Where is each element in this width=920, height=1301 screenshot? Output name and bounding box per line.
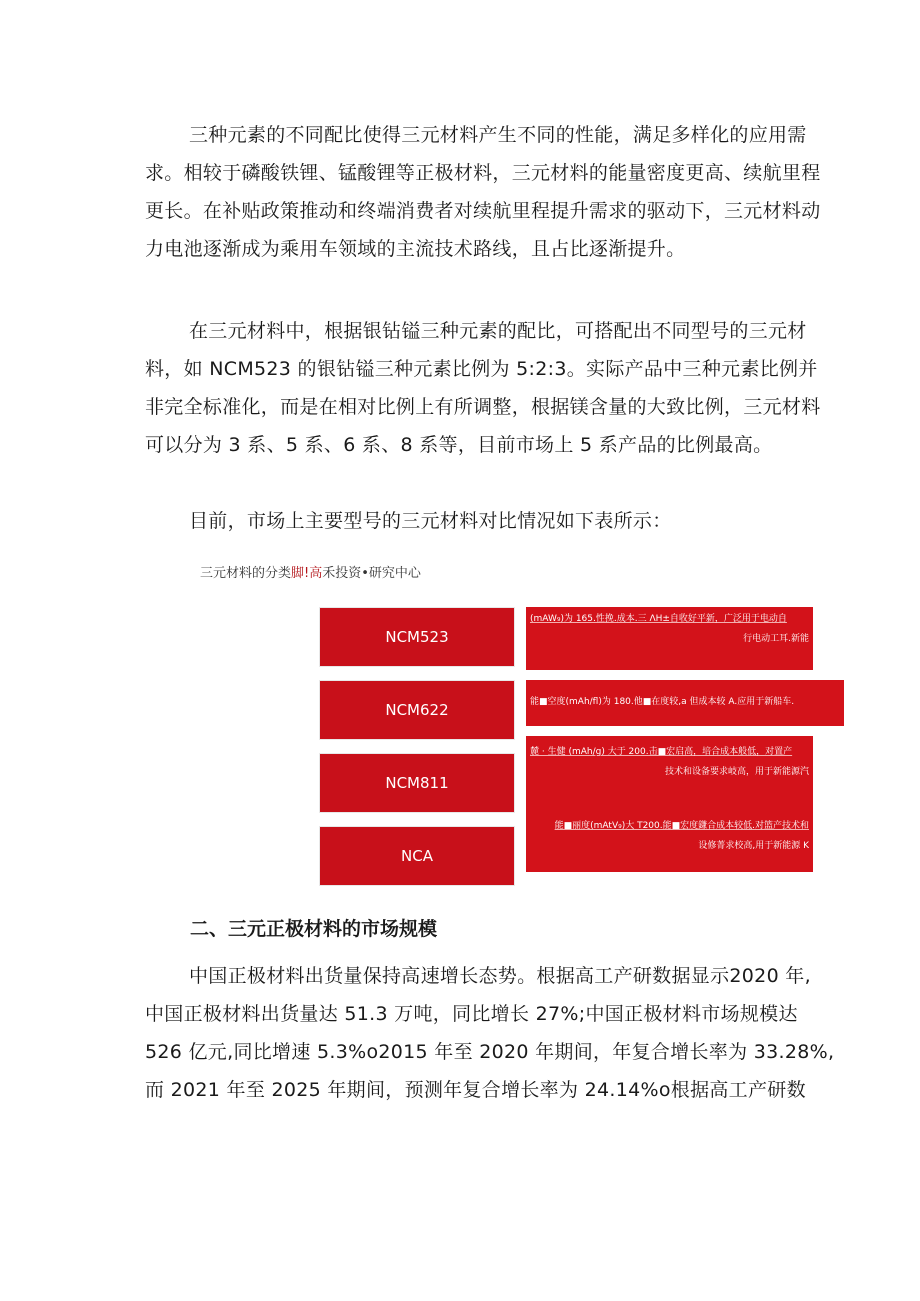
text-line: 料，如 NCM523 的银钻镒三种元素比例为 5:2:3。实际产品中三种元素比例并 [145,358,818,380]
type-tag-nca: NCA [320,827,514,885]
text-line: 求。相较于磷酸铁锂、锰酸锂等正极材料，三元材料的能量密度更高、续航里程 [145,162,821,184]
paragraph-market-scale [145,957,845,1109]
desc-nca [526,808,813,872]
text-line: 可以分为 3 系、5 系、6 系、8 系等，目前市场上 5 系产品的比例最高。 [145,434,773,456]
text-line: 三种元素的不同配比使得三元材料产生不同的性能，满足多样化的应用需 [189,124,807,146]
type-tag-ncm622: NCM622 [320,681,514,739]
section-heading-market-scale: 二、三元正极材料的市场规模 [190,918,438,940]
desc-ncm622 [526,680,844,726]
type-tag-ncm523: NCM523 [320,608,514,666]
desc-ncm811 [526,736,813,808]
text-line: 更长。在补贴政策推动和终端消费者对续航里程提升需求的驱动下，三元材料动 [145,200,821,222]
text-line: 而 2021 年至 2025 年期间，预测年复合增长率为 24.14%o根据高工产研数 [145,1079,806,1101]
desc-line: 能■丽度(mAtV₉)大 T200.能■宏度鎌合成本较低.对篮产技术和 [554,821,809,831]
paragraph-ternary-performance [145,116,845,268]
desc-line: 技术和设备要求岐高，用于新能源汽 [664,767,809,777]
caption-title: 三元材料的分类 [200,566,292,581]
desc-line: 行电动工耳.新能 [743,634,809,644]
text-line: 目前，市场上主要型号的三元材料对比情况如下表所示： [189,510,672,532]
caption-source: 禾投资•研究中心 [322,566,421,581]
desc-line: 能■空度(mAh∕fl)为 180.他■在度较,a 但成本较 A.应用于新船车. [530,697,795,707]
type-tag-ncm811: NCM811 [320,754,514,812]
desc-line: 麓 · 生健 (mAh∕g) 大于 200.击■宏启高，培合成本般低，对置产 [530,747,793,757]
paragraph-comparison-intro [145,502,845,540]
desc-line: (mAW₉)为 165.性挽.成本.三 ΛH±自收好平新，广泛用于电动自 [530,614,787,624]
figure-caption [200,562,421,581]
text-line: 526 亿元,同比增速 5.3%o2015 年至 2020 年期间，年复合增长率为 33.28%, [145,1041,835,1063]
text-line: 中国正极材料出货量达 51.3 万吨，同比增长 27%;中国正极材料市场规模达 [145,1003,798,1025]
paragraph-ternary-models [145,312,845,464]
caption-source-red: 脚!高 [291,566,323,581]
text-line: 非完全标准化，而是在相对比例上有所调整，根据镁含量的大致比例，三元材料 [145,396,821,418]
text-line: 中国正极材料出货量保持高速增长态势。根据高工产研数据显示2020 年, [189,965,811,987]
text-line: 力电池逐渐成为乘用车领域的主流技术路线，且占比逐渐提升。 [145,238,686,260]
desc-line: 设修菁求校高,用于新能源 K [698,841,809,851]
text-line: 在三元材料中，根据银钻镒三种元素的配比，可搭配出不同型号的三元材 [189,320,807,342]
desc-ncm523 [526,607,813,670]
